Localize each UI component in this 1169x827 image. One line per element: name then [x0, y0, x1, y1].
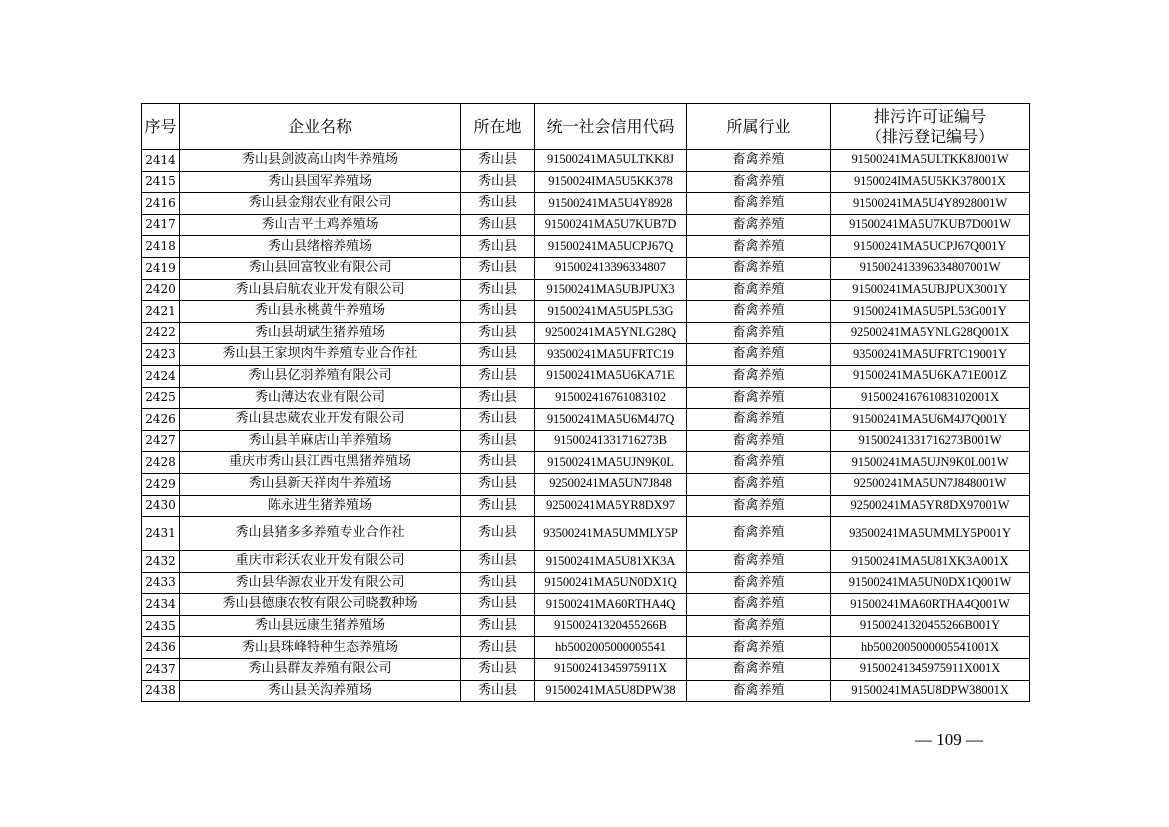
cell-industry: 畜禽养殖 — [687, 171, 831, 193]
header-name: 企业名称 — [180, 104, 461, 150]
cell-seq: 2427 — [142, 430, 180, 452]
cell-location: 秀山县 — [461, 615, 535, 637]
cell-industry: 畜禽养殖 — [687, 430, 831, 452]
cell-enterprise-name: 秀山县胡斌生猪养殖场 — [180, 322, 461, 344]
cell-location: 秀山县 — [461, 214, 535, 236]
cell-industry: 畜禽养殖 — [687, 637, 831, 659]
cell-credit-code: 91500241MA5UBJPUX3 — [535, 279, 687, 301]
cell-industry: 畜禽养殖 — [687, 615, 831, 637]
cell-permit-number: 915002413396334807001W — [831, 257, 1030, 279]
cell-industry: 畜禽养殖 — [687, 344, 831, 366]
cell-seq: 2418 — [142, 236, 180, 258]
cell-location: 秀山县 — [461, 322, 535, 344]
cell-industry: 畜禽养殖 — [687, 659, 831, 681]
cell-permit-number: 92500241MA5UN7J848001W — [831, 473, 1030, 495]
cell-enterprise-name: 秀山县剑波高山肉牛养殖场 — [180, 150, 461, 172]
cell-enterprise-name: 秀山县绪榕养殖场 — [180, 236, 461, 258]
cell-industry: 畜禽养殖 — [687, 214, 831, 236]
cell-credit-code: 91500241MA5U8DPW38 — [535, 680, 687, 702]
cell-enterprise-name: 秀山县国军养殖场 — [180, 171, 461, 193]
cell-industry: 畜禽养殖 — [687, 452, 831, 474]
table-row — [142, 214, 1030, 236]
cell-credit-code: 93500241MA5UMMLY5P — [535, 517, 687, 551]
cell-credit-code: 91500241MA5ULTKK8J — [535, 150, 687, 172]
cell-enterprise-name: 陈永进生猪养殖场 — [180, 495, 461, 517]
cell-industry: 畜禽养殖 — [687, 150, 831, 172]
cell-credit-code: 915002413396334807 — [535, 257, 687, 279]
table-row — [142, 495, 1030, 517]
cell-enterprise-name: 秀山县启航农业开发有限公司 — [180, 279, 461, 301]
cell-permit-number: 93500241MA5UFRTC19001Y — [831, 344, 1030, 366]
cell-industry: 畜禽养殖 — [687, 680, 831, 702]
cell-seq: 2425 — [142, 387, 180, 409]
cell-enterprise-name: 秀山县永桃黄牛养殖场 — [180, 301, 461, 323]
cell-permit-number: 91500241MA5UJN9K0L001W — [831, 452, 1030, 474]
cell-credit-code: 91500241MA5U6M4J7Q — [535, 409, 687, 431]
cell-industry: 畜禽养殖 — [687, 257, 831, 279]
table-row — [142, 279, 1030, 301]
cell-permit-number: 9150024IMA5U5KK378001X — [831, 171, 1030, 193]
cell-permit-number: 91500241320455266B001Y — [831, 615, 1030, 637]
cell-seq: 2435 — [142, 615, 180, 637]
cell-seq: 2419 — [142, 257, 180, 279]
table-row — [142, 430, 1030, 452]
cell-industry: 畜禽养殖 — [687, 387, 831, 409]
cell-location: 秀山县 — [461, 301, 535, 323]
cell-enterprise-name: 秀山薄达农业有限公司 — [180, 387, 461, 409]
cell-permit-number: 93500241MA5UMMLY5P001Y — [831, 517, 1030, 551]
cell-industry: 畜禽养殖 — [687, 594, 831, 616]
cell-seq: 2432 — [142, 551, 180, 573]
cell-location: 秀山县 — [461, 344, 535, 366]
cell-industry: 畜禽养殖 — [687, 517, 831, 551]
cell-permit-number: 91500241MA60RTHA4Q001W — [831, 594, 1030, 616]
cell-enterprise-name: 秀山县回富牧业有限公司 — [180, 257, 461, 279]
cell-permit-number: 91500241MA5U81XK3A001X — [831, 551, 1030, 573]
cell-location: 秀山县 — [461, 365, 535, 387]
cell-location: 秀山县 — [461, 171, 535, 193]
table-row — [142, 637, 1030, 659]
table-row — [142, 150, 1030, 172]
cell-seq: 2438 — [142, 680, 180, 702]
cell-permit-number: 91500241331716273B001W — [831, 430, 1030, 452]
cell-credit-code: 91500241MA5UN0DX1Q — [535, 572, 687, 594]
cell-credit-code: 91500241MA5U4Y8928 — [535, 193, 687, 215]
cell-credit-code: 91500241MA5U5PL53G — [535, 301, 687, 323]
table-row — [142, 473, 1030, 495]
cell-permit-number: 91500241MA5UBJPUX3001Y — [831, 279, 1030, 301]
table-row — [142, 171, 1030, 193]
table-row — [142, 615, 1030, 637]
table-row — [142, 322, 1030, 344]
cell-location: 秀山县 — [461, 659, 535, 681]
cell-seq: 2414 — [142, 150, 180, 172]
cell-location: 秀山县 — [461, 150, 535, 172]
cell-credit-code: 91500241345975911X — [535, 659, 687, 681]
cell-location: 秀山县 — [461, 452, 535, 474]
table-body — [142, 150, 1030, 702]
cell-location: 秀山县 — [461, 473, 535, 495]
table-row — [142, 387, 1030, 409]
cell-location: 秀山县 — [461, 279, 535, 301]
cell-permit-number: 91500241MA5UCPJ67Q001Y — [831, 236, 1030, 258]
cell-industry: 畜禽养殖 — [687, 473, 831, 495]
cell-credit-code: 91500241331716273B — [535, 430, 687, 452]
cell-credit-code: 91500241MA5UJN9K0L — [535, 452, 687, 474]
cell-credit-code: 93500241MA5UFRTC19 — [535, 344, 687, 366]
cell-credit-code: 91500241MA5U81XK3A — [535, 551, 687, 573]
cell-seq: 2434 — [142, 594, 180, 616]
cell-permit-number: 91500241MA5UN0DX1Q001W — [831, 572, 1030, 594]
cell-permit-number: 92500241MA5YR8DX97001W — [831, 495, 1030, 517]
cell-permit-number: 91500241MA5U6KA71E001Z — [831, 365, 1030, 387]
cell-enterprise-name: 秀山县王家坝肉牛养殖专业合作社 — [180, 344, 461, 366]
cell-enterprise-name: 秀山县远康生猪养殖场 — [180, 615, 461, 637]
cell-permit-number: 91500241MA5U8DPW38001X — [831, 680, 1030, 702]
cell-location: 秀山县 — [461, 637, 535, 659]
cell-industry: 畜禽养殖 — [687, 301, 831, 323]
cell-enterprise-name: 秀山县亿羽养殖有限公司 — [180, 365, 461, 387]
cell-seq: 2433 — [142, 572, 180, 594]
cell-seq: 2429 — [142, 473, 180, 495]
cell-industry: 畜禽养殖 — [687, 236, 831, 258]
table-row — [142, 301, 1030, 323]
cell-enterprise-name: 秀山县忠葳农业开发有限公司 — [180, 409, 461, 431]
cell-location: 秀山县 — [461, 430, 535, 452]
cell-location: 秀山县 — [461, 409, 535, 431]
cell-permit-number: 91500241MA5U5PL53G001Y — [831, 301, 1030, 323]
cell-industry: 畜禽养殖 — [687, 495, 831, 517]
header-permit-line1: 排污许可证编号 — [873, 106, 986, 126]
header-permit-line2: （排污登记编号） — [865, 126, 994, 146]
cell-permit-number: 91500241MA5ULTKK8J001W — [831, 150, 1030, 172]
table-row — [142, 551, 1030, 573]
cell-seq: 2430 — [142, 495, 180, 517]
table-row — [142, 236, 1030, 258]
header-permit — [831, 104, 1030, 150]
cell-seq: 2437 — [142, 659, 180, 681]
cell-enterprise-name: 重庆市秀山县江西屯黑猪养殖场 — [180, 452, 461, 474]
cell-location: 秀山县 — [461, 680, 535, 702]
cell-permit-number: hb5002005000005541001X — [831, 637, 1030, 659]
cell-credit-code: 91500241MA5UCPJ67Q — [535, 236, 687, 258]
cell-industry: 畜禽养殖 — [687, 279, 831, 301]
cell-enterprise-name: 秀山县关沟养殖场 — [180, 680, 461, 702]
cell-credit-code: 92500241MA5UN7J848 — [535, 473, 687, 495]
cell-seq: 2420 — [142, 279, 180, 301]
cell-credit-code: 915002416761083102 — [535, 387, 687, 409]
table-row — [142, 409, 1030, 431]
cell-seq: 2415 — [142, 171, 180, 193]
cell-credit-code: 91500241MA60RTHA4Q — [535, 594, 687, 616]
cell-enterprise-name: 秀山县羊麻店山羊养殖场 — [180, 430, 461, 452]
cell-seq: 2428 — [142, 452, 180, 474]
cell-enterprise-name: 秀山县珠峰特种生态养殖场 — [180, 637, 461, 659]
cell-seq: 2424 — [142, 365, 180, 387]
cell-industry: 畜禽养殖 — [687, 365, 831, 387]
cell-industry: 畜禽养殖 — [687, 572, 831, 594]
cell-permit-number: 915002416761083102001X — [831, 387, 1030, 409]
cell-credit-code: 91500241MA5U7KUB7D — [535, 214, 687, 236]
header-location: 所在地 — [461, 104, 535, 150]
cell-enterprise-name: 秀山吉平土鸡养殖场 — [180, 214, 461, 236]
header-industry: 所属行业 — [687, 104, 831, 150]
cell-location: 秀山县 — [461, 572, 535, 594]
cell-industry: 畜禽养殖 — [687, 409, 831, 431]
table-row — [142, 680, 1030, 702]
cell-seq: 2421 — [142, 301, 180, 323]
cell-permit-number: 92500241MA5YNLG28Q001X — [831, 322, 1030, 344]
cell-permit-number: 91500241MA5U6M4J7Q001Y — [831, 409, 1030, 431]
table-row — [142, 452, 1030, 474]
cell-enterprise-name: 秀山县华源农业开发有限公司 — [180, 572, 461, 594]
cell-permit-number: 91500241MA5U7KUB7D001W — [831, 214, 1030, 236]
cell-location: 秀山县 — [461, 387, 535, 409]
cell-industry: 畜禽养殖 — [687, 322, 831, 344]
table-row — [142, 193, 1030, 215]
cell-enterprise-name: 秀山县群友养殖有限公司 — [180, 659, 461, 681]
cell-industry: 畜禽养殖 — [687, 193, 831, 215]
cell-seq: 2436 — [142, 637, 180, 659]
cell-location: 秀山县 — [461, 193, 535, 215]
table-row — [142, 572, 1030, 594]
cell-enterprise-name: 秀山县金翔农业有限公司 — [180, 193, 461, 215]
cell-credit-code: 9150024IMA5U5KK378 — [535, 171, 687, 193]
page-number: — 109 — — [915, 730, 983, 749]
table-row — [142, 659, 1030, 681]
table-row — [142, 365, 1030, 387]
header-seq: 序号 — [142, 104, 180, 150]
cell-seq: 2426 — [142, 409, 180, 431]
cell-credit-code: 92500241MA5YNLG28Q — [535, 322, 687, 344]
cell-location: 秀山县 — [461, 551, 535, 573]
cell-credit-code: hb5002005000005541 — [535, 637, 687, 659]
cell-location: 秀山县 — [461, 257, 535, 279]
cell-credit-code: 92500241MA5YR8DX97 — [535, 495, 687, 517]
cell-seq: 2416 — [142, 193, 180, 215]
cell-location: 秀山县 — [461, 594, 535, 616]
cell-seq: 2423 — [142, 344, 180, 366]
table-row — [142, 344, 1030, 366]
cell-seq: 2431 — [142, 517, 180, 551]
cell-enterprise-name: 秀山县德康农牧有限公司晓教种场 — [180, 594, 461, 616]
cell-credit-code: 91500241MA5U6KA71E — [535, 365, 687, 387]
cell-location: 秀山县 — [461, 236, 535, 258]
cell-industry: 畜禽养殖 — [687, 551, 831, 573]
cell-location: 秀山县 — [461, 517, 535, 551]
cell-seq: 2422 — [142, 322, 180, 344]
cell-permit-number: 91500241MA5U4Y8928001W — [831, 193, 1030, 215]
cell-credit-code: 91500241320455266B — [535, 615, 687, 637]
table-header-row — [142, 104, 1030, 150]
cell-permit-number: 91500241345975911X001X — [831, 659, 1030, 681]
table-row — [142, 257, 1030, 279]
table-row — [142, 517, 1030, 551]
cell-enterprise-name: 重庆市彩沃农业开发有限公司 — [180, 551, 461, 573]
enterprise-permit-table — [141, 103, 1030, 702]
cell-enterprise-name: 秀山县新天祥肉牛养殖场 — [180, 473, 461, 495]
cell-location: 秀山县 — [461, 495, 535, 517]
table-row — [142, 594, 1030, 616]
cell-seq: 2417 — [142, 214, 180, 236]
header-credit-code: 统一社会信用代码 — [535, 104, 687, 150]
cell-enterprise-name: 秀山县猪多多养殖专业合作社 — [180, 517, 461, 551]
